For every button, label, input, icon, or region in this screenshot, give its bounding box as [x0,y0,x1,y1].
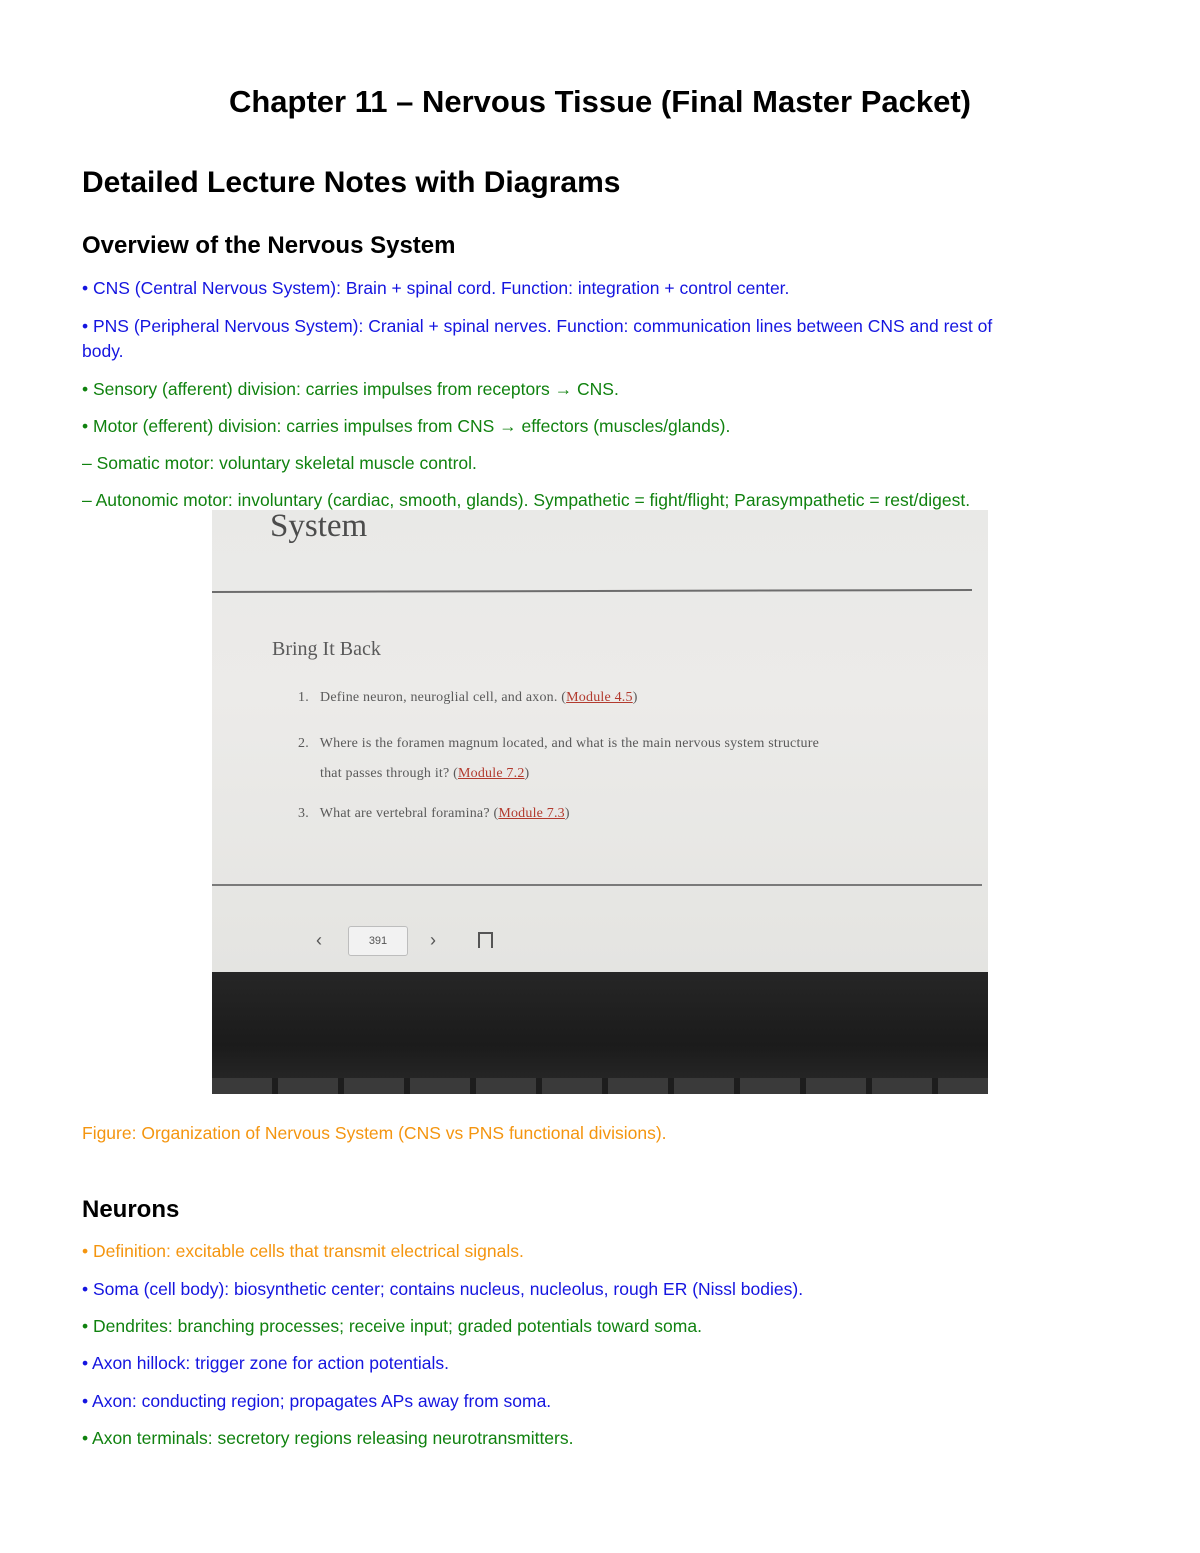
question-item: 3. What are vertebral foramina? (Module 7.3) [298,806,570,821]
photo-screen [212,510,988,975]
page-title: Chapter 11 – Nervous Tissue (Final Master Packet) [228,84,971,119]
photo-subheading: Bring It Back [272,638,381,660]
embedded-photo [212,510,988,1094]
chevron-left-icon: ‹ [316,930,322,950]
question-item-continuation: that passes through it? (Module 7.2) [320,766,530,781]
bookmark-icon [478,932,493,948]
divider [212,589,972,593]
list-item: – Autonomic motor: involuntary (cardiac, smooth, glands). Sympathetic = fight/flight; Parasympathetic = rest/digest. [82,490,971,510]
list-item: • Soma (cell body): biosynthetic center; contains nucleus, nucleolus, rough ER (Nissl bodies). [82,1279,804,1299]
photo-heading: System [270,510,368,544]
list-item: • Axon hillock: trigger zone for action potentials. [82,1353,450,1373]
list-item: • Dendrites: branching processes; receive input; graded potentials toward soma. [82,1316,702,1336]
module-link: Module 7.3 [498,806,565,821]
list-item: • Axon terminals: secretory regions releasing neurotransmitters. [82,1428,574,1448]
question-item: 1. Define neuron, neuroglial cell, and axon. (Module 4.5) [298,690,638,705]
list-item: • CNS (Central Nervous System): Brain + spinal cord. Function: integration + control center. [82,278,790,298]
list-item: • Axon: conducting region; propagates APs away from soma. [82,1391,552,1411]
laptop-bezel [212,972,988,1094]
divider [212,884,982,886]
section-title-neurons: Neurons [82,1196,180,1223]
question-item: 2. Where is the foramen magnum located, and what is the main nervous system structure [298,736,820,751]
document-heading: Detailed Lecture Notes with Diagrams [82,166,621,199]
list-item: • Sensory (afferent) division: carries impulses from receptors → CNS. [82,379,619,399]
module-link: Module 4.5 [566,690,633,705]
section-title-overview: Overview of the Nervous System [82,232,456,259]
list-item-continuation: body. [82,341,124,361]
laptop-keys [212,1078,988,1094]
list-item: • Definition: excitable cells that transmit electrical signals. [82,1241,524,1261]
module-link: Module 7.2 [457,766,525,781]
list-item: – Somatic motor: voluntary skeletal muscle control. [82,453,477,473]
page-number-box: 391 [348,926,408,956]
list-item: • Motor (efferent) division: carries impulses from CNS → effectors (muscles/glands). [82,416,731,436]
figure-caption: Figure: Organization of Nervous System (CNS vs PNS functional divisions). [82,1123,667,1143]
list-item: • PNS (Peripheral Nervous System): Cranial + spinal nerves. Function: communication lines between CNS and rest of [82,316,993,336]
chevron-right-icon: › [430,930,436,950]
